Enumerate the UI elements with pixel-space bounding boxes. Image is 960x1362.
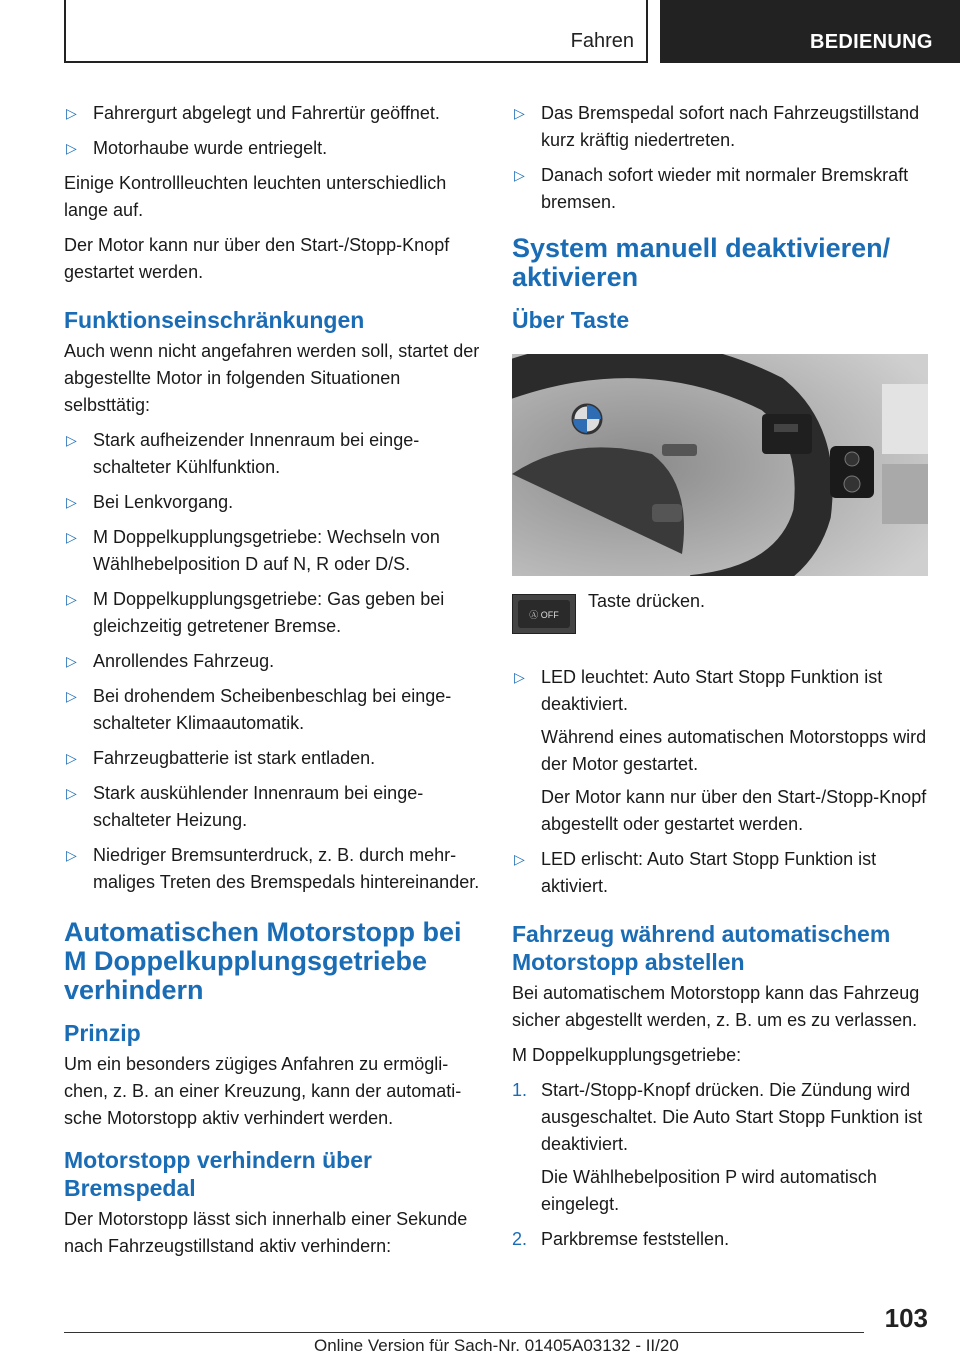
triangle-bullet-icon: ▷	[66, 785, 77, 801]
paragraph: Um ein besonders zügiges Anfahren zu ermöglichen, z. B. an einer Kreuzung, kann der automatische Motorstopp aktiv verhindert werden.	[64, 1054, 462, 1128]
list-item: ▷ Das Bremspedal sofort nach Fahrzeugstillstand kurz kräftig niedertreten.	[512, 100, 928, 154]
right-column	[512, 100, 928, 1261]
list-item: ▷ Bei drohendem Scheibenbeschlag bei eingeschalteter Klimaautomatik.	[64, 683, 480, 737]
paragraph: Der Motor kann nur über den Start-/Stopp-Knopf gestartet werden.	[64, 235, 450, 282]
list-item: 1. Start-/Stopp-Knopf drücken. Die Zündung wird ausgeschaltet. Die Auto Start Stopp Funktion ist deaktiviert. Die Wählhebelposition P wird automatisch eingelegt.	[512, 1077, 928, 1218]
header-section: Fahren	[570, 30, 634, 52]
heading-ueber-taste: Über Taste	[512, 307, 630, 333]
list-item: ▷ LED erlischt: Auto Start Stopp Funktion ist aktiviert.	[512, 846, 928, 900]
heading-prinzip: Prinzip	[64, 1020, 141, 1046]
header-chapter: BEDIENUNG	[810, 31, 933, 53]
steering-wheel-illustration	[512, 354, 928, 576]
triangle-bullet-icon: ▷	[514, 851, 525, 867]
list-item: ▷ M Doppelkupplungsgetriebe: Gas geben bei gleichzeitig getretener Bremse.	[64, 586, 480, 640]
list-item: ▷ Stark auskühlender Innenraum bei eingeschalteter Heizung.	[64, 780, 480, 834]
heading-funktionseinschraenkungen: Funktionseinschränkungen	[64, 307, 365, 333]
heading-fahrzeug-abstellen: Fahrzeug während automatischem Motorstopp abstellen	[512, 921, 891, 975]
paragraph: Einige Kontrollleuchten leuchten unterschiedlich lange auf.	[64, 173, 447, 220]
footer-divider	[64, 1332, 864, 1333]
triangle-bullet-icon: ▷	[66, 494, 77, 510]
list-item: ▷ Motorhaube wurde entriegelt.	[64, 135, 480, 162]
paragraph: Bei automatischem Motorstopp kann das Fahrzeug sicher abgestellt werden, z. B. um es zu verlassen.	[512, 983, 920, 1030]
auto-start-stop-button-icon: Ⓐ OFF	[512, 594, 576, 634]
list-item: ▷ Fahrzeugbatterie ist stark entladen.	[64, 745, 480, 772]
page-number: 103	[884, 1303, 928, 1333]
paragraph: Auch wenn nicht angefahren werden soll, startet der abgestellte Motor in folgenden Situationen selbsttätig:	[64, 341, 480, 415]
list-item: ▷ M Doppelkupplungsgetriebe: Wechseln von Wählhebelposition D auf N, R oder D/S.	[64, 524, 480, 578]
left-column	[64, 100, 480, 1268]
header-chapter-tab	[660, 0, 960, 63]
triangle-bullet-icon: ▷	[514, 105, 525, 121]
triangle-bullet-icon: ▷	[66, 529, 77, 545]
triangle-bullet-icon: ▷	[66, 750, 77, 766]
list-item: ▷ Niedriger Bremsunterdruck, z. B. durch mehrmaliges Treten des Bremspedals hintereinander.	[64, 842, 480, 896]
header-box	[64, 0, 648, 63]
button-row	[512, 591, 928, 650]
list-item: ▷ Stark aufheizender Innenraum bei eingeschalteter Kühlfunktion.	[64, 427, 480, 481]
step-number: 1.	[512, 1080, 528, 1100]
triangle-bullet-icon: ▷	[66, 847, 77, 863]
triangle-bullet-icon: ▷	[66, 432, 77, 448]
list-item: ▷ Fahrergurt abgelegt und Fahrertür geöffnet.	[64, 100, 480, 127]
paragraph: M Doppelkupplungsgetriebe:	[512, 1045, 742, 1065]
triangle-bullet-icon: ▷	[514, 167, 525, 183]
footer-text: Online Version für Sach-Nr. 01405A03132 - II/20	[314, 1336, 679, 1355]
heading-motorstopp-bremspedal: Motorstopp verhindern über Bremspedal	[64, 1147, 372, 1201]
triangle-bullet-icon: ▷	[66, 140, 77, 156]
list-item: ▷ LED leuchtet: Auto Start Stopp Funktion ist deaktiviert. Während eines automatischen Motorstopps wird der Motor gestartet. Der Motor kann nur über den Start-/Stopp-Knopf abgestellt oder gestartet werden.	[512, 664, 928, 838]
step-number: 2.	[512, 1229, 528, 1249]
paragraph: Der Motorstopp lässt sich innerhalb einer Sekunde nach Fahrzeugstillstand aktiv verhindern:	[64, 1209, 468, 1256]
list-item: ▷ Danach sofort wieder mit normaler Bremskraft bremsen.	[512, 162, 928, 216]
list-item: ▷ Bei Lenkvorgang.	[64, 489, 480, 516]
list-item: ▷ Anrollendes Fahrzeug.	[64, 648, 480, 675]
triangle-bullet-icon: ▷	[66, 653, 77, 669]
button-instruction: Taste drücken.	[588, 591, 706, 611]
triangle-bullet-icon: ▷	[66, 591, 77, 607]
triangle-bullet-icon: ▷	[514, 669, 525, 685]
triangle-bullet-icon: ▷	[66, 688, 77, 704]
heading-system-manuell: System manuell deaktivieren/ aktivieren	[512, 233, 891, 292]
heading-automatischen-motorstopp: Automatischen Motorstopp bei M Doppelkupplungsgetriebe verhindern	[64, 917, 462, 1005]
triangle-bullet-icon: ▷	[66, 105, 77, 121]
steering-wheel-photo	[512, 354, 928, 576]
list-item: 2. Parkbremse feststellen.	[512, 1226, 928, 1253]
